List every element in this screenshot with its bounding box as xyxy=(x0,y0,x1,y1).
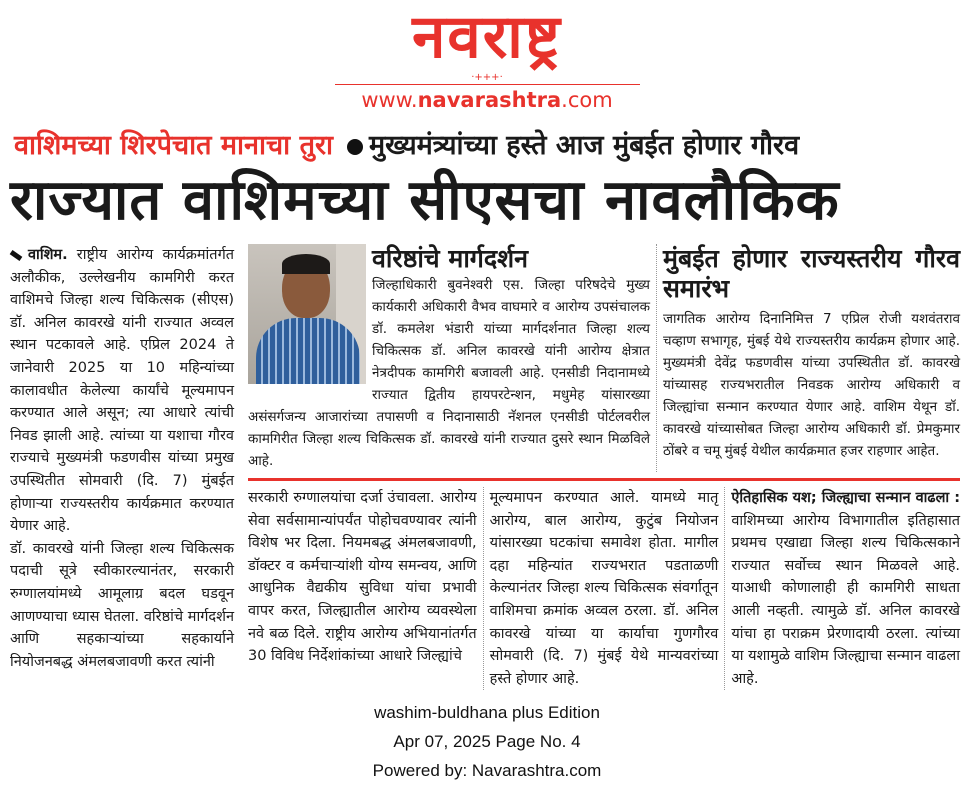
box-text-wide: तपासणी व निदानासाठी नॅशनल एनसीडी पोर्टलवरील कामगिरीत जिल्हा शल्य चिकित्सक डॉ. कावरखे यांनी राज्यात दुसरे स्थान मिळविले आहे. xyxy=(248,409,650,469)
paragraph: डॉ. कावरखे यांनी जिल्हा शल्य चिकित्सक पदाची सूत्रे स्वीकारल्यानंतर, सरकारी रुग्णालयांमध्ये आमूलाग्र बदल घडवून आणण्याचा ध्यास घेतला. वरिष्ठांचे मार्गदर्शन आणि सहकाऱ्यांच्या सहकार्याने नियोजनबद्ध अंमलबजावणी करत त्यांनी xyxy=(10,540,234,670)
footer xyxy=(0,698,974,791)
url-suffix: .com xyxy=(561,88,613,112)
paragraph-text: वाशिमच्या आरोग्य विभागातील इतिहासात प्रथमच एखाद्या जिल्हा शल्य चिकित्सकाने राज्यात सर्वोच्च स्थान मिळवले आहे. याआधी कोणालाही ही कामगिरी साधता आली नव्हती. त्यामुळे डॉ. अनिल कावरखे यांचा हा पराक्रम प्रेरणादायी ठरला. त्यांच्या या यशामुळे वाशिम जिल्ह्याचा सन्मान वाढला आहे. xyxy=(731,512,961,687)
paragraph xyxy=(10,244,234,538)
box-text-indented: जिल्हाधिकारी बुवनेश्वरी एस. जिल्हा परिषदेचे मुख्य कार्यकारी अधिकारी वैभव वाघमारे व आरोग्य उपसंचालक डॉ. कमलेश भंडारी यांच्या मार्गदर्शनात जिल्हा शल्य चिकित्सक डॉ. अनिल कावरखे यांनी आरोग्य क्षेत्रात नेत्रदीपक कामगिरी बजावली आहे. एनसीडी निदानामध्ये राज्यात द्वितीय हायपरटेन्शन, मधुमेह यांसारख्या असंसर्गजन्य आजारांच्या xyxy=(248,277,650,425)
logo-wordmark: नवराष्ट्र xyxy=(412,2,562,72)
column-divider xyxy=(656,244,657,472)
box-heading: वरिष्ठांचे मार्गदर्शन xyxy=(372,244,529,273)
paragraph-text: राष्ट्रीय आरोग्य कार्यक्रमांतर्गत अलौकीक, उल्लेखनीय कामगिरी करत वाशिमचे जिल्हा शल्य चिकित्सक (सीएस) डॉ. अनिल कावरखे यांनी राज्यात अव्वल स्थान पटकावले आहे. एप्रिल 2024 ते जानेवारी 2025 या 10 महिन्यांच्या कालावधीत केलेल्या कार्यांचे मूल्यमापन करण्यात आले असून; त्या आधारे त्यांची निवड झाली आहे. त्यांच्या या यशाचा गौरव राज्याचे मुख्यमंत्री फडणवीस यांच्या प्रमुख उपस्थितीत सोमवारी (दि. 7) मुंबईत होणाऱ्या राज्यस्तरीय कार्यक्रमात करण्यात येणार आहे. xyxy=(10,247,234,535)
article-right-area xyxy=(248,244,960,690)
dateline: वाशिम. xyxy=(28,247,68,263)
article-body xyxy=(10,244,960,690)
powered-by-link[interactable]: Powered by: Navarashtra.com xyxy=(372,761,602,781)
sidebar-box-ceremony xyxy=(663,244,960,462)
edition-label: washim-buldhana plus Edition xyxy=(374,703,600,723)
logo-ornament: ·+++· xyxy=(471,72,503,83)
date-page-label: Apr 07, 2025 Page No. 4 xyxy=(393,732,581,752)
paragraph: मूल्यमापन करण्यात आले. यामध्ये मातृ आरोग्य, बाल आरोग्य, कुटुंब नियोजन यांसारख्या घटकांचा समावेश होता. मागील दहा महिन्यांत राज्यभरात पडताळणी केल्यानंतर जिल्हा शल्य चिकित्सक संवर्गातून वाशिमचा क्रमांक अव्वल ठरला. डॉ. अनिल कावरखे यांच्या या कार्याचा गुणगौरव सोमवारी (दि. 7) मुंबई येथे मान्यवरांच्या हस्ते होणार आहे. xyxy=(489,490,719,687)
box-heading: मुंबईत होणार राज्यस्तरीय गौरव समारंभ xyxy=(663,244,960,303)
subhead: ऐतिहासिक यश; जिल्ह्याचा सन्मान वाढला : xyxy=(731,490,961,506)
red-divider xyxy=(248,478,960,481)
article-column-4 xyxy=(731,487,960,690)
kicker-red: वाशिमच्या शिरपेचात मानाचा तुरा xyxy=(14,130,333,161)
photo-shirt xyxy=(256,318,360,384)
headline: राज्यात वाशिमच्या सीएसचा नावलौकिक xyxy=(10,168,840,233)
column-divider xyxy=(724,487,725,690)
sidebar-box-guidance xyxy=(248,244,650,472)
kicker-line xyxy=(14,126,964,166)
logo-rule xyxy=(335,84,640,85)
boxes-row xyxy=(248,244,960,472)
dateline-marker-icon xyxy=(10,250,23,261)
box-text: जागतिक आरोग्य दिनानिमित्त 7 एप्रिल रोजी यशवंतराव चव्हाण सभागृह, मुंबई येथे राज्यस्तरीय कार्यक्रम होणार आहे. मुख्यमंत्री देवेंद्र फडणवीस यांच्या उपस्थितीत डॉ. कावरखे यांच्यासह राज्यभरातील निवडक आरोग्य अधिकारी व जिल्ह्यांचा सन्मान करण्यात येणार आहे. वाशिम येथून डॉ. कावरखे यांच्यासोबत जिल्हा आरोग्य अधिकारी डॉ. प्रेमकुमार ठोंबरे व चमू मुंबई येथील कार्यक्रमात हजर राहणार आहेत. xyxy=(663,311,960,459)
paragraph: सरकारी रुग्णालयांचा दर्जा उंचावला. आरोग्य सेवा सर्वसामान्यांपर्यंत पोहोचवण्यावर त्यांनी विशेष भर दिला. नियमबद्ध अंमलबजावणी, डॉक्टर व कर्मचाऱ्यांशी योग्य समन्वय, आणि आधुनिक वैद्यकीय सुविधा यांचा प्रभावी वापर करत, जिल्ह्यातील आरोग्य व्यवस्थेला नवे बळ दिले. राष्ट्रीय आरोग्य अभियानांतर्गत 30 विविध निर्देशांकांच्या आधारे जिल्ह्यांचे xyxy=(248,490,477,665)
paragraph xyxy=(731,487,960,690)
bullet-icon xyxy=(347,139,363,155)
article-column-3 xyxy=(490,487,719,690)
columns-row xyxy=(248,487,960,690)
logo-url xyxy=(335,87,640,113)
url-prefix: www. xyxy=(361,88,418,112)
portrait-photo xyxy=(248,244,366,384)
column-divider xyxy=(483,487,484,690)
article-column-2 xyxy=(248,487,477,668)
photo-hair xyxy=(282,254,330,274)
navarashtra-logo[interactable] xyxy=(335,4,640,114)
kicker-black: मुख्यमंत्र्यांच्या हस्ते आज मुंबईत होणार गौरव xyxy=(369,130,800,161)
url-brand: navarashtra xyxy=(417,88,562,112)
article-column-1 xyxy=(10,244,234,673)
